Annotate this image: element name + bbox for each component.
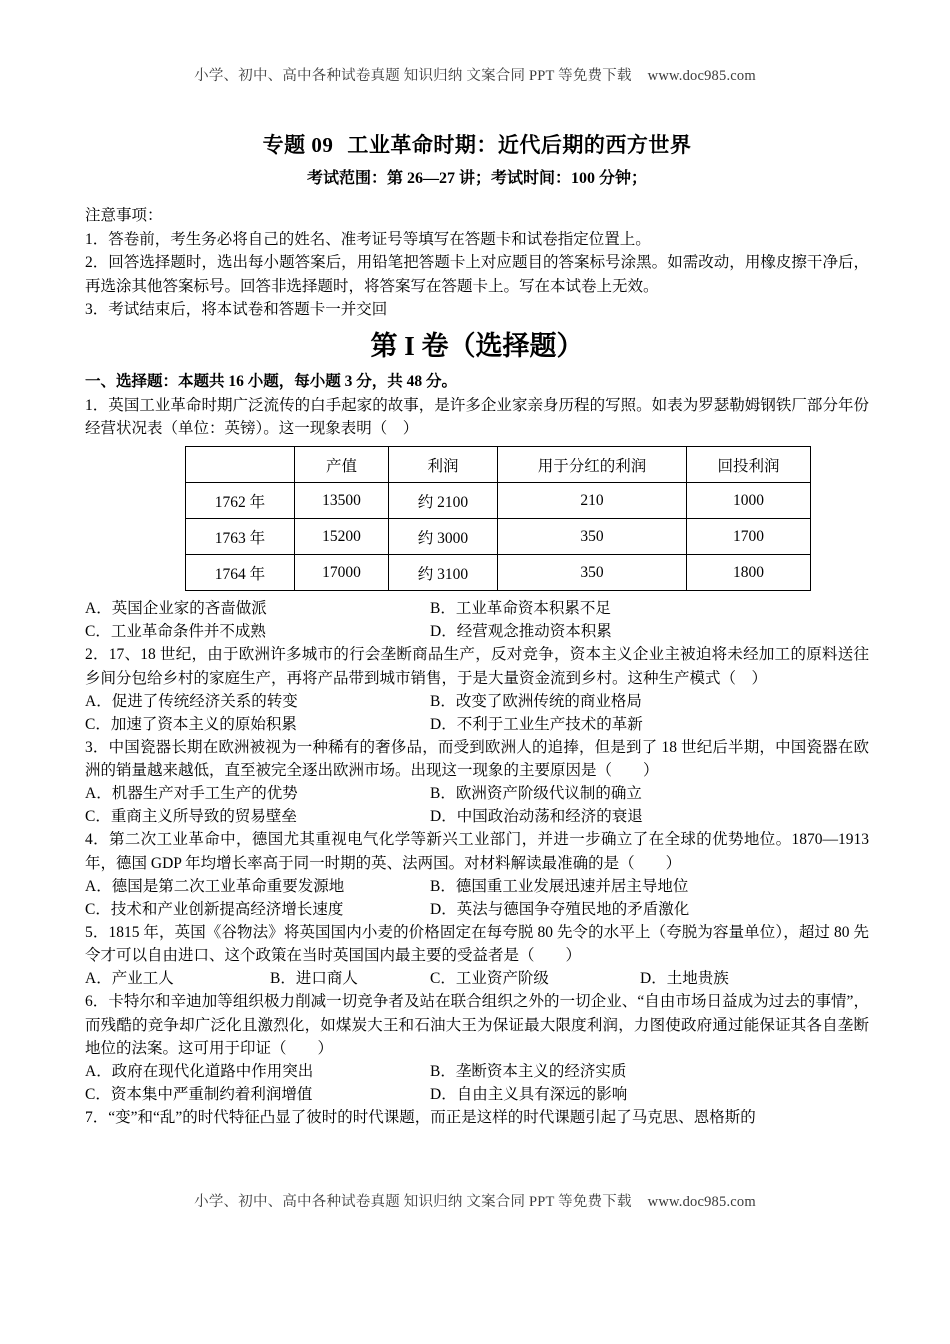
table-row <box>186 483 811 519</box>
question-3-options-row-2 <box>85 805 869 828</box>
question-6-options-row-2 <box>85 1083 869 1106</box>
option-6-B[interactable]: B．垄断资本主义的经济实质 <box>430 1063 627 1081</box>
question-2-options-row-2 <box>85 713 869 736</box>
question-6-options-row-1 <box>85 1060 869 1083</box>
question-stem-4: 4．第二次工业革命中，德国尤其重视电气化学等新兴工业部门，并进一步确立了在全球的优势地位。1870—1913 年，德国 GDP 年均增长率高于同一时期的英、法两国。对材料解读最准确的是（ ） <box>85 831 869 872</box>
note-item-3: 3．考试结束后，将本试卷和答题卡一并交回 <box>85 301 388 319</box>
option-3-C[interactable]: C．重商主义所导致的贸易壁垒 <box>85 808 297 826</box>
question-stem-2: 2．17、18 世纪，由于欧洲许多城市的行会垄断商品生产，反对竞争，资本主义企业主被迫将未经加工的原料送往乡间分包给乡村的家庭生产，再将产品带到城市销售，于是大量资金流到乡村。这种生产模式（ ） <box>85 646 869 687</box>
question-1-options-row-2 <box>85 620 869 643</box>
exam-scope-subtitle: 考试范围：第 26—27 讲；考试时间：100 分钟； <box>306 170 647 188</box>
page-title <box>85 132 869 159</box>
watermark-url: www.doc985.com <box>647 68 756 84</box>
option-4-C[interactable]: C．技术和产业创新提高经济增长速度 <box>85 900 344 918</box>
table-cell-year: 1763 年 <box>186 519 295 555</box>
question-1-options-row-1 <box>85 597 869 620</box>
table-cell-year: 1762 年 <box>186 483 295 519</box>
table-cell-output: 13500 <box>295 483 389 519</box>
note-item-2: 2．回答选择题时，选出每小题答案后，用铅笔把答题卡上对应题目的答案标号涂黑。如需改动，用橡皮擦干净后，再选涂其他答案标号。回答非选择题时，将答案写在答题卡上。写在本试卷上无效。 <box>85 254 869 295</box>
option-1-A[interactable]: A．英国企业家的吝啬做派 <box>85 600 267 618</box>
question-5-options-row <box>85 967 869 990</box>
table-cell-year: 1764 年 <box>186 555 295 591</box>
table-cell-dividend: 350 <box>498 555 687 591</box>
watermark-text: 小学、初中、高中各种试卷真题 知识归纳 文案合同 PPT 等免费下载 <box>194 1194 632 1210</box>
option-4-B[interactable]: B．德国重工业发展迅速并居主导地位 <box>430 877 689 895</box>
section-title: 第 I 卷（选择题） <box>370 330 584 361</box>
table-cell-dividend: 210 <box>498 483 687 519</box>
table-cell-reinvested: 1800 <box>687 555 811 591</box>
question-stem-6: 6．卡特尔和辛迪加等组织极力削减一切竞争者及站在联合组织之外的一切企业、“自由市场日益成为过去的事情”，而残酷的竞争却广泛化且激烈化，如煤炭大王和石油大王为保证最大限度利润，力图使政府通过能保证其各自垄断地位的法案。这可用于印证（ ） <box>85 993 869 1057</box>
option-3-A[interactable]: A．机器生产对手工生产的优势 <box>85 785 298 803</box>
question-4-options-row-2 <box>85 898 869 921</box>
table-header-row <box>186 447 811 483</box>
option-5-B[interactable]: B．进口商人 <box>270 970 358 988</box>
option-1-D[interactable]: D．经营观念推动资本积累 <box>430 623 612 641</box>
note-item-1: 1．答卷前，考生务必将自己的姓名、准考证号等填写在答题卡和试卷指定位置上。 <box>85 230 651 248</box>
data-table-wrap <box>85 446 869 591</box>
document-content <box>85 132 869 1129</box>
question-stem-3: 3．中国瓷器长期在欧洲被视为一种稀有的奢侈品，而受到欧洲人的追捧，但是到了 18 世纪后半期，中国瓷器在欧洲的销量越来越低，直至被完全逐出欧洲市场。出现这一现象的主要原因是（ ） <box>85 738 869 780</box>
option-4-D[interactable]: D．英法与德国争夺殖民地的矛盾激化 <box>430 900 690 918</box>
question-stem-5: 5．1815 年，英国《谷物法》将英国国内小麦的价格固定在每夸脱 80 先令的水平上（夸脱为容量单位），超过 80 先令才可以自由进口、这个政策在当时英国国内最主要的受益者是（ ） <box>85 923 869 965</box>
option-3-B[interactable]: B．欧洲资产阶级代议制的确立 <box>430 785 642 803</box>
table-cell-profit: 约 3000 <box>389 519 498 555</box>
part-heading: 一、选择题：本题共 16 小题，每小题 3 分，共 48 分。 <box>85 372 458 390</box>
table-row <box>186 555 811 591</box>
question-4-options-row-1 <box>85 875 869 898</box>
option-3-D[interactable]: D．中国政治动荡和经济的衰退 <box>430 808 643 826</box>
table-cell-profit: 约 3100 <box>389 555 498 591</box>
table-header-profit: 利润 <box>389 447 498 483</box>
option-2-C[interactable]: C．加速了资本主义的原始积累 <box>85 715 297 733</box>
table-cell-profit: 约 2100 <box>389 483 498 519</box>
option-6-D[interactable]: D．自由主义具有深远的影响 <box>430 1086 628 1104</box>
table-cell-reinvested: 1700 <box>687 519 811 555</box>
option-2-B[interactable]: B．改变了欧洲传统的商业格局 <box>430 692 642 710</box>
title-prefix: 专题 09 <box>262 133 334 157</box>
option-5-C[interactable]: C．工业资产阶级 <box>430 970 549 988</box>
option-5-D[interactable]: D．土地贵族 <box>640 970 729 988</box>
business-status-table <box>185 446 811 591</box>
title-main: 工业革命时期：近代后期的西方世界 <box>347 133 692 157</box>
option-6-C[interactable]: C．资本集中严重制约着利润增值 <box>85 1086 313 1104</box>
table-cell-output: 17000 <box>295 555 389 591</box>
question-stem-1: 1．英国工业革命时期广泛流传的白手起家的故事，是许多企业家亲身历程的写照。如表为罗瑟勒姆钢铁厂部分年份经营状况表（单位：英镑）。这一现象表明（ ） <box>85 396 869 438</box>
table-cell-dividend: 350 <box>498 519 687 555</box>
option-1-C[interactable]: C．工业革命条件并不成熟 <box>85 623 266 641</box>
option-4-A[interactable]: A．德国是第二次工业革命重要发源地 <box>85 877 345 895</box>
table-row <box>186 519 811 555</box>
question-3-options-row-1 <box>85 782 869 805</box>
header-watermark <box>0 64 950 85</box>
option-5-A[interactable]: A．产业工人 <box>85 970 174 988</box>
watermark-text: 小学、初中、高中各种试卷真题 知识归纳 文案合同 PPT 等免费下载 <box>194 68 632 84</box>
table-header-reinvested-profit: 回投利润 <box>687 447 811 483</box>
option-2-A[interactable]: A．促进了传统经济关系的转变 <box>85 692 298 710</box>
table-header-output: 产值 <box>295 447 389 483</box>
table-header-corner <box>186 447 295 483</box>
question-2-options-row-1 <box>85 690 869 713</box>
notes-label: 注意事项： <box>85 207 163 225</box>
question-stem-7: 7．“变”和“乱”的时代特征凸显了彼时的时代课题，而正是这样的时代课题引起了马克思、恩格斯的 <box>85 1109 756 1127</box>
footer-watermark <box>0 1190 950 1211</box>
option-6-A[interactable]: A．政府在现代化道路中作用突出 <box>85 1063 314 1081</box>
option-2-D[interactable]: D．不利于工业生产技术的革新 <box>430 715 643 733</box>
table-header-dividend-profit: 用于分红的利润 <box>498 447 687 483</box>
option-1-B[interactable]: B．工业革命资本积累不足 <box>430 600 611 618</box>
watermark-url: www.doc985.com <box>647 1194 756 1210</box>
table-cell-output: 15200 <box>295 519 389 555</box>
table-cell-reinvested: 1000 <box>687 483 811 519</box>
